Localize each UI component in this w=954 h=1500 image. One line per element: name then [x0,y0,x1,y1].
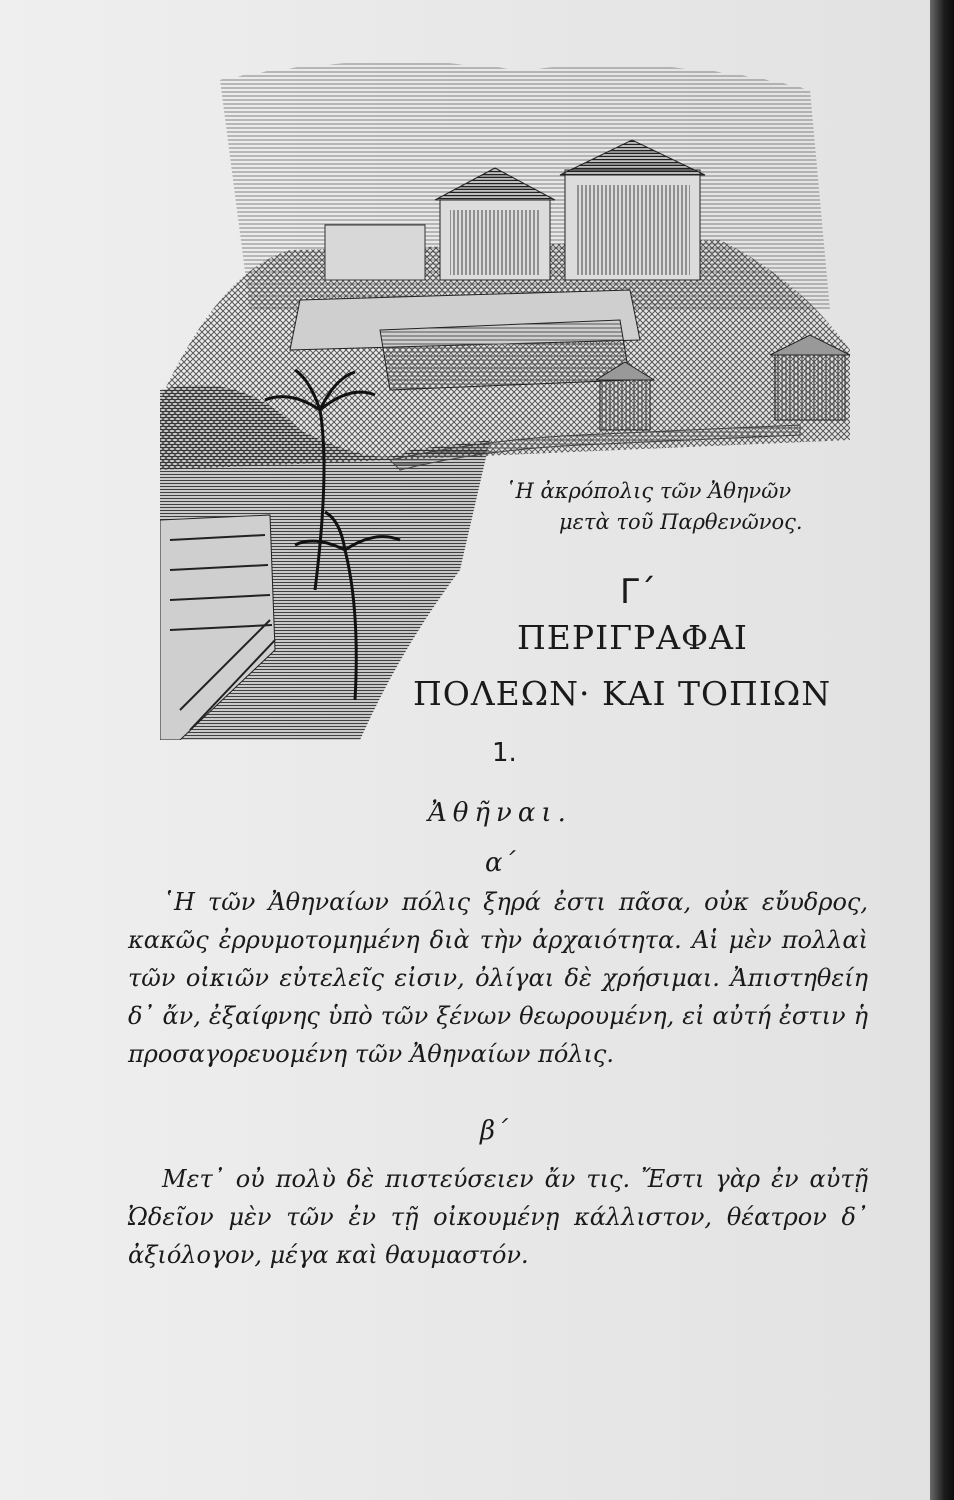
caption-line-2: μετὰ τοῦ Παρθενῶνος. [559,510,803,534]
chapter-title: Ἀθῆναι. [428,798,572,828]
paragraph-mark: β΄ [480,1116,509,1146]
caption-line-1: ῾Η ἀκρόπολις τῶν Ἀθηνῶν [505,479,792,503]
paragraph [128,1160,868,1274]
section-title-line-1: ΠΕΡΙΓΡΑΦΑΙ [517,618,748,657]
illustration-caption [505,476,845,538]
paragraph-text: Μετ᾽ οὐ πολὺ δὲ πιστεύσειεν ἄν τις. Ἔστι γὰρ ἐν αὐτῇ Ὠδεῖον μὲν τῶν ἐν τῇ οἰκουμένῃ κάλλιστον, θέατρον δ᾽ ἀξιόλογον, μέγα καὶ θαυμαστόν. [128,1165,868,1269]
acropolis-engraving-icon [160,50,860,740]
paragraph-mark: α΄ [485,848,516,878]
paragraph-text: ῾Η τῶν Ἀθηναίων πόλις ξηρά ἐστι πᾶσα, οὐκ εὔυδρος, κακῶς ἐρρυμοτομημένη διὰ τὴν ἀρχαιότητα. Αἱ μὲν πολλαὶ τῶν οἰκιῶν εὐτελεῖς εἰσιν, ὀλίγαι δὲ χρήσιμαι. Ἀπιστηθείη δ᾽ ἄν, ἐξαίφνης ὑπὸ τῶν ξένων θεωρουμένη, εἰ αὐτή ἐστιν ἡ προσαγορευομένη τῶν Ἀθηναίων πόλις. [128,888,868,1068]
section-title-line-2: ΠΟΛΕΩΝ· ΚΑΙ ΤΟΠΙΩΝ [413,674,832,713]
paragraph [128,883,868,1073]
section-letter: Γ΄ [620,572,656,612]
book-spine [930,0,954,1500]
chapter-number: 1. [492,738,517,768]
